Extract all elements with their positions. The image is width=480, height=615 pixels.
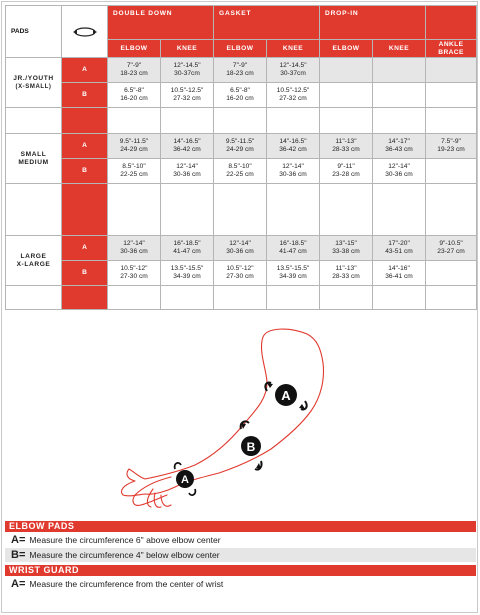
measurement-value: 24-29 cm <box>120 146 148 153</box>
measurement-cell <box>161 261 214 286</box>
size-chart-table <box>5 5 477 310</box>
key-a: A= <box>11 534 26 546</box>
measurement-value: 30-37cm <box>280 70 306 77</box>
measurement-value: 33-38 cm <box>332 248 360 255</box>
sub-header: KNEE <box>161 40 214 58</box>
measurement-cell <box>373 58 426 83</box>
measurement-cell <box>320 58 373 83</box>
measurement-value: 17"-20" <box>388 240 410 247</box>
measurement-value: 12"-14" <box>176 163 198 170</box>
measurement-cell <box>373 159 426 184</box>
measurement-value: 7"-9" <box>232 62 248 69</box>
size-sub-label: (X-SMALL) <box>15 83 52 90</box>
measurement-value: 43-51 cm <box>385 248 413 255</box>
measurement-value: 36-41 cm <box>385 273 413 280</box>
elbow-a-instruction <box>5 533 476 547</box>
spacer-cell <box>320 286 373 310</box>
svg-text:B: B <box>246 440 256 454</box>
sub-header-ankle-brace: ANKLE BRACE <box>426 40 477 58</box>
pads-header: PADS <box>6 6 62 58</box>
letter-b: B <box>62 261 108 286</box>
size-label-line: X-LARGE <box>16 260 51 268</box>
measurement-value: 16"-18.5" <box>173 240 201 247</box>
measurement-value: 10.5"-12.5" <box>170 87 204 94</box>
spacer-cell <box>161 108 214 134</box>
measurement-value: 34-39 cm <box>279 273 307 280</box>
group-drop-in: DROP-IN <box>320 6 426 40</box>
measurement-cell <box>373 83 426 108</box>
measurement-value: 10.5"-12.5" <box>276 87 310 94</box>
measurement-value: 16-20 cm <box>120 95 148 102</box>
size-label-line: JR./YOUTH <box>13 74 54 82</box>
spacer-cell <box>373 184 426 236</box>
measurement-value: 41-47 cm <box>279 248 307 255</box>
measurement-cell <box>161 159 214 184</box>
measurement-value: 27-30 cm <box>120 273 148 280</box>
measurement-cell <box>426 134 477 159</box>
spacer-cell <box>62 108 108 134</box>
measurement-cell <box>267 261 320 286</box>
measurement-value: 23-28 cm <box>332 171 360 178</box>
measurement-value: 9.5"-11.5" <box>225 138 255 145</box>
measurement-value: 13.5"-15.5" <box>276 265 310 272</box>
measurement-value: 30-36 cm <box>173 171 201 178</box>
letter-b: B <box>62 159 108 184</box>
measurement-cell <box>214 83 267 108</box>
measurement-value: 36-42 cm <box>173 146 201 153</box>
measurement-value: 28-33 cm <box>332 146 360 153</box>
measurement-cell <box>373 261 426 286</box>
measurement-value: 6.5"-8" <box>124 87 144 94</box>
spacer-cell <box>6 184 62 236</box>
spacer-cell <box>373 108 426 134</box>
measurement-cell <box>267 58 320 83</box>
measurement-cell <box>214 159 267 184</box>
measurement-cell <box>373 236 426 261</box>
spacer-cell <box>6 286 62 310</box>
size-chart-panel <box>1 1 478 613</box>
spacer-cell <box>373 286 426 310</box>
measurement-cell <box>108 58 161 83</box>
measurement-value: 11"-13" <box>335 265 357 272</box>
measurement-cell <box>320 159 373 184</box>
elbow-pads-title: ELBOW PADS <box>5 521 476 532</box>
group-ankle <box>426 6 477 40</box>
measurement-value: 18-23 cm <box>120 70 148 77</box>
measurement-value: 18-23 cm <box>226 70 254 77</box>
measurement-value: 8.5"-10" <box>228 163 252 170</box>
measurement-value: 30-36 cm <box>279 171 307 178</box>
measurement-value: 36-43 cm <box>385 146 413 153</box>
elbow-a-text: Measure the circumference 6" above elbow center <box>29 535 221 545</box>
measurement-value: 16-20 cm <box>226 95 254 102</box>
measurement-value: 11"-13" <box>335 138 357 145</box>
measurement-value: 30-36 cm <box>226 248 254 255</box>
spacer-cell <box>426 184 477 236</box>
point-a-upper-arm-icon <box>265 382 306 409</box>
measurement-value: 22-25 cm <box>120 171 148 178</box>
measurement-cell <box>161 58 214 83</box>
wrist-guard-title: WRIST GUARD <box>5 565 476 576</box>
measurement-value: 27-32 cm <box>279 95 307 102</box>
letter-a: A <box>62 236 108 261</box>
spacer-cell <box>214 184 267 236</box>
measurement-value: 27-32 cm <box>173 95 201 102</box>
measurement-value: 23-27 cm <box>437 248 465 255</box>
measurement-cell <box>267 159 320 184</box>
measurement-cell <box>426 159 477 184</box>
elbow-b-instruction <box>5 548 476 562</box>
spacer-cell <box>267 286 320 310</box>
measurement-cell <box>108 134 161 159</box>
svg-text:A: A <box>281 388 291 403</box>
measurement-value: 13.5"-15.5" <box>170 265 204 272</box>
measurement-cell <box>267 236 320 261</box>
measurement-cell <box>320 236 373 261</box>
measurement-cell <box>320 134 373 159</box>
size-label-line: MEDIUM <box>18 158 49 166</box>
measurement-value: 34-39 cm <box>173 273 201 280</box>
measurement-value: 7"-9" <box>126 62 142 69</box>
point-b-forearm-icon <box>241 421 262 469</box>
spacer-cell <box>161 184 214 236</box>
sub-header: KNEE <box>373 40 426 58</box>
spacer-cell <box>320 184 373 236</box>
spacer-cell <box>320 108 373 134</box>
measurement-cell <box>108 261 161 286</box>
measurement-value: 14"-16.5" <box>279 138 307 145</box>
measurement-value: 30-36 cm <box>120 248 148 255</box>
size-label <box>6 236 62 286</box>
measurement-cell <box>108 83 161 108</box>
measurement-cell <box>267 83 320 108</box>
sub-header: ELBOW <box>320 40 373 58</box>
measurement-value: 14"-16.5" <box>173 138 201 145</box>
measurement-cell <box>161 236 214 261</box>
measurement-cell <box>426 236 477 261</box>
size-label-line: LARGE <box>20 252 47 260</box>
measurement-value: 22-25 cm <box>226 171 254 178</box>
size-label <box>6 58 62 108</box>
spacer-cell <box>6 108 62 134</box>
spacer-cell <box>267 184 320 236</box>
measurement-value: 27-30 cm <box>226 273 254 280</box>
arm-outline <box>122 329 324 507</box>
svg-text:A: A <box>181 474 189 486</box>
measurement-cell <box>320 83 373 108</box>
measurement-value: 9.5"-11.5" <box>119 138 149 145</box>
measurement-cell <box>214 58 267 83</box>
sub-header: ELBOW <box>214 40 267 58</box>
measurement-cell <box>108 159 161 184</box>
measurement-value: 12"-14" <box>282 163 304 170</box>
measurement-value: 13"-15" <box>335 240 357 247</box>
measurement-value: 14"-17" <box>388 138 410 145</box>
spacer-cell <box>214 286 267 310</box>
arm-measurement-diagram <box>5 319 476 520</box>
measurement-value: 8.5"-10" <box>122 163 146 170</box>
measurement-value: 28-33 cm <box>332 273 360 280</box>
spacer-cell <box>62 286 108 310</box>
letter-a: A <box>62 58 108 83</box>
measurement-value: 41-47 cm <box>173 248 201 255</box>
measurement-cell <box>373 134 426 159</box>
letter-b: B <box>62 83 108 108</box>
spacer-cell <box>214 108 267 134</box>
measurement-cell <box>426 83 477 108</box>
measurement-cell <box>214 236 267 261</box>
measurement-value: 12"-14.5" <box>173 62 201 69</box>
measurement-value: 9"-10.5" <box>439 240 463 247</box>
key-b: B= <box>11 549 26 561</box>
measurement-cell <box>267 134 320 159</box>
measurement-value: 10.5"-12" <box>226 265 254 272</box>
measurement-value: 9"-11" <box>337 163 355 170</box>
sub-header: ELBOW <box>108 40 161 58</box>
measurement-value: 36-42 cm <box>279 146 307 153</box>
measurement-value: 30-36 cm <box>385 171 413 178</box>
wrist-a-instruction <box>5 577 476 591</box>
spacer-cell <box>108 286 161 310</box>
measurement-value: 12"-14" <box>123 240 145 247</box>
spacer-cell <box>426 108 477 134</box>
measurement-value: 30-37cm <box>174 70 200 77</box>
wrist-a-text: Measure the circumference from the center of wrist <box>29 579 224 589</box>
measurement-value: 12"-14" <box>388 163 410 170</box>
group-gasket: GASKET <box>214 6 320 40</box>
tape-measure-icon <box>62 6 108 58</box>
letter-a: A <box>62 134 108 159</box>
point-a-wrist-icon <box>175 463 196 495</box>
key-a: A= <box>11 578 26 590</box>
measurement-value: 10.5"-12" <box>120 265 148 272</box>
measurement-value: 14"-16" <box>388 265 410 272</box>
measurement-value: 12"-14" <box>229 240 251 247</box>
measurement-cell <box>161 83 214 108</box>
measurement-cell <box>426 261 477 286</box>
measurement-cell <box>214 261 267 286</box>
measurement-cell <box>161 134 214 159</box>
spacer-cell <box>267 108 320 134</box>
measurement-value: 16"-18.5" <box>279 240 307 247</box>
measurement-cell <box>426 58 477 83</box>
size-label-line: SMALL <box>20 150 47 158</box>
measurement-value: 24-29 cm <box>226 146 254 153</box>
measurement-value: 19-23 cm <box>437 146 465 153</box>
spacer-cell <box>62 184 108 236</box>
measurement-cell <box>108 236 161 261</box>
measurement-value: 7.5"-9" <box>441 138 461 145</box>
spacer-cell <box>108 184 161 236</box>
spacer-cell <box>161 286 214 310</box>
group-double-down: DOUBLE DOWN <box>108 6 214 40</box>
measurement-value: 6.5"-8" <box>230 87 250 94</box>
measurement-cell <box>214 134 267 159</box>
measurement-cell <box>320 261 373 286</box>
spacer-cell <box>426 286 477 310</box>
size-label <box>6 134 62 184</box>
sub-header: KNEE <box>267 40 320 58</box>
elbow-b-text: Measure the circumference 4" below elbow center <box>29 550 220 560</box>
spacer-cell <box>108 108 161 134</box>
measurement-value: 12"-14.5" <box>279 62 307 69</box>
